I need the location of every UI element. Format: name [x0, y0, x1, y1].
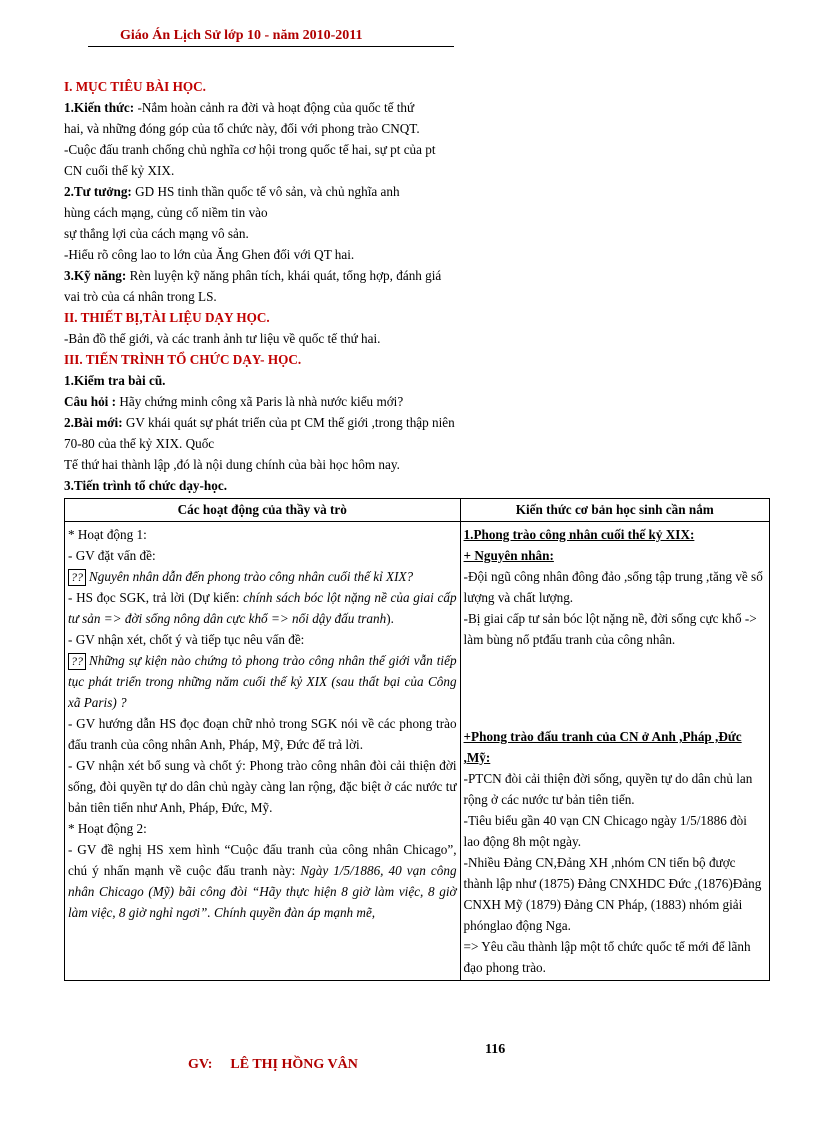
process-label: 3.Tiến trình tổ chức dạy-học.	[64, 478, 227, 493]
activities-cell	[65, 522, 461, 981]
check-old-lesson-label: 1.Kiểm tra bài cũ.	[64, 373, 166, 388]
skill-label: 3.Kỹ năng:	[64, 268, 130, 283]
struggle-item: -Nhiều Đảng CN,Đảng XH ,nhóm CN tiến bộ được thành lập như (1875) Đảng CNXHDC Đức ,(1876)Đảng CNXH Mỹ (1879) Đảng CN Pháp, (1883) nhóm giải phónglao động Nga.	[463, 855, 762, 933]
cause-heading: + Nguyên nhân:	[463, 548, 554, 563]
question-mark-box: ??	[68, 569, 86, 586]
thought-line: hùng cách mạng, củng cố niềm tin vào	[64, 205, 268, 220]
knowledge-line: CN cuối thế kỷ XIX.	[64, 163, 175, 178]
activity1-label: * Hoạt động 1:	[68, 527, 147, 542]
thought-line: GD HS tinh thần quốc tế vô sản, và chủ nghĩa anh	[135, 184, 400, 199]
table-header-knowledge: Kiến thức cơ bản học sinh cần nắm	[460, 499, 769, 522]
section2-heading: II. THIẾT BỊ,TÀI LIỆU DẠY HỌC.	[64, 310, 270, 325]
footer-teacher-name: LÊ THỊ HỒNG VÂN	[230, 1057, 358, 1072]
thought-label: 2.Tư tưởng:	[64, 184, 136, 199]
struggle-item: -Tiêu biểu gần 40 vạn CN Chicago ngày 1/5/1886 đòi lao động 8h một ngày.	[463, 813, 747, 849]
new-lesson-label: 2.Bài mới:	[64, 415, 126, 430]
hs-read-expected: chính sách bóc lột nặng nề của giai cấp tư sản => đời sống nông dân cực khổ => nổi dậy đấu tranh	[68, 590, 457, 626]
cause-item: -Bị giai cấp tư sản bóc lột nặng nề, đời sống cực khổ -> làm bùng nổ ptđấu tranh của công nhân.	[463, 611, 757, 647]
skill-line: Rèn luyện kỹ năng phân tích, khái quát, tổng hợp, đánh giá	[129, 268, 442, 283]
gv-problem: - GV đặt vấn đề:	[68, 548, 156, 563]
thought-line: -Hiểu rõ công lao to lớn của Ăng Ghen đối với QT hai.	[64, 247, 355, 262]
hs-read-suffix: ).	[386, 611, 394, 626]
question-1: Nguyên nhân dẫn đến phong trào công nhân cuối thế kỉ XIX?	[89, 569, 414, 584]
gv-comment-1: - GV nhận xét, chốt ý và tiếp tục nêu vấn đề:	[68, 632, 305, 647]
header-divider	[88, 46, 454, 47]
knowledge-label: 1.Kiến thức:	[64, 100, 138, 115]
gv-picture-detail: Ngày 1/5/1886, 40 vạn công nhân Chicago (Mỹ) bãi công đòi “Hãy thực hiện 8 giờ làm việc, 8 giờ làm việc, 8 giờ nghỉ ngơi”. Chính quyền đàn áp mạnh mẽ,	[68, 863, 457, 920]
gv-guide: - GV hướng dẫn HS đọc đoạn chữ nhỏ trong SGK nói về các phong trào đấu tranh của công nhân Anh, Pháp, Mỹ, Đức để trả lời.	[68, 716, 457, 752]
hs-read-prefix: - HS đọc SGK, trả lời (Dự kiến:	[68, 590, 244, 605]
equipment-line: -Bản đồ thế giới, và các tranh ảnh tư liệu về quốc tế thứ hai.	[64, 331, 381, 346]
knowledge-cell	[460, 522, 769, 981]
activity2-label: * Hoạt động 2:	[68, 821, 147, 836]
new-lesson-line: Tế thứ hai thành lập ,đó là nội dung chính của bài học hôm nay.	[64, 457, 400, 472]
struggle-item: -PTCN đòi cải thiện đời sống, quyền tự do dân chủ lan rộng ở các nước tư bản tiên tiến.	[463, 771, 753, 807]
question-label: Câu hỏi :	[64, 394, 120, 409]
header-title: Giáo Án Lịch Sử lớp 10 - năm 2010-2011	[120, 28, 363, 43]
question-mark-box: ??	[68, 653, 86, 670]
knowledge-line: -Cuộc đấu tranh chống chủ nghĩa cơ hội trong quốc tế hai, sự pt của pt	[64, 142, 436, 157]
footer	[188, 1057, 376, 1073]
document-body	[64, 76, 754, 496]
thought-line: sự thắng lợi của cách mạng vô sản.	[64, 226, 249, 241]
question-2: Những sự kiện nào chứng tỏ phong trào công nhân thế giới vẫn tiếp tục phát triển trong những năm cuối thế kỷ XIX (sau thất bại của Công xã Paris) ?	[68, 653, 457, 710]
struggle-heading: +Phong trào đấu tranh của CN ở Anh ,Pháp ,Đức ,Mỹ:	[463, 729, 742, 765]
struggle-item: => Yêu cầu thành lập một tổ chức quốc tế mới để lãnh đạo phong trào.	[463, 939, 751, 975]
knowledge-heading-1: 1.Phong trào công nhân cuối thế kỷ XIX:	[463, 527, 695, 542]
new-lesson-line: 70-80 của thế kỷ XIX. Quốc	[64, 436, 215, 451]
gv-picture-intro: - GV đề nghị HS xem hình “Cuộc đấu tranh của công nhân Chicago”, chú ý nhấn mạnh về cuộc đấu tranh này:	[68, 842, 457, 878]
section3-heading: III. TIẾN TRÌNH TỔ CHỨC DẠY- HỌC.	[64, 352, 302, 367]
question-text: Hãy chứng minh công xã Paris là nhà nước kiểu mới?	[119, 394, 404, 409]
skill-line: vai trò của cá nhân trong LS.	[64, 289, 217, 304]
knowledge-line: hai, và những đóng góp của tổ chức này, đối với phong trào CNQT.	[64, 121, 420, 136]
gv-comment-2: - GV nhận xét bổ sung và chốt ý: Phong trào công nhân đòi cải thiện đời sống, đòi quyền tự do dân chủ ngày càng lan rộng, đặc biệt ở các nước tư bản tiên tiến như Anh, Pháp, Đức, Mỹ.	[68, 758, 457, 815]
footer-gv-label: GV:	[188, 1057, 213, 1072]
new-lesson-line: GV khái quát sự phát triển của pt CM thế giới ,trong thập niên	[125, 415, 455, 430]
section1-heading: I. MỤC TIÊU BÀI HỌC.	[64, 79, 206, 94]
page-number: 116	[485, 1042, 506, 1057]
knowledge-line: -Nắm hoàn cảnh ra đời và hoạt động của quốc tế thứ	[137, 100, 415, 115]
cause-item: -Đội ngũ công nhân đông đảo ,sống tập trung ,tăng về số lượng và chất lượng.	[463, 569, 763, 605]
table-header-activities: Các hoạt động của thầy và trò	[65, 499, 461, 522]
lesson-table	[64, 498, 770, 981]
